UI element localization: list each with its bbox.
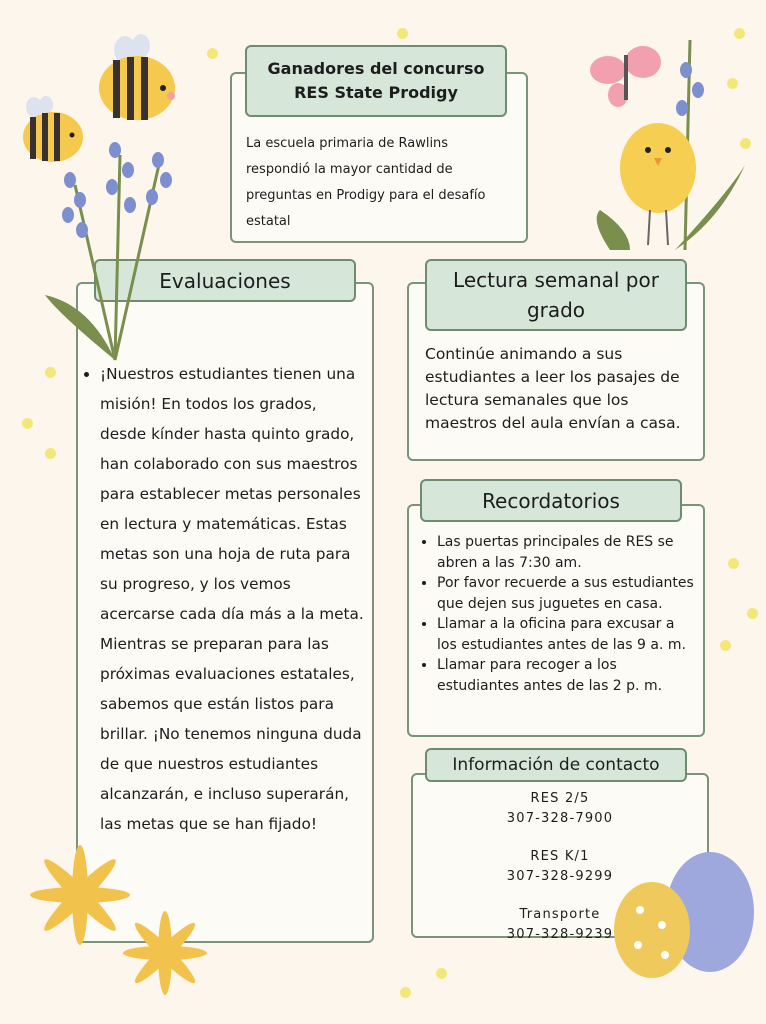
contact-phone[interactable]: 307-328-9239 (506, 927, 614, 942)
prodigy-title-line1: Ganadores del concurso (267, 59, 485, 78)
contact-label: RES K/1 (530, 849, 590, 864)
decor-dot (207, 48, 218, 59)
contacto-title: Información de contacto (452, 755, 660, 775)
daisy-flowers-icon (10, 835, 220, 1005)
lectura-title: Lectura semanal por grado (453, 268, 659, 322)
prodigy-title-line2: RES State Prodigy (294, 83, 458, 102)
recordatorios-header (420, 479, 682, 522)
contact-phone[interactable]: 307-328-7900 (506, 811, 614, 826)
decor-dot (400, 987, 411, 998)
recordatorios-box (407, 504, 705, 737)
decor-dot (734, 28, 745, 39)
decor-dot (436, 968, 447, 979)
contact-label: RES 2/5 (530, 791, 590, 806)
contact-entry (413, 789, 707, 829)
chick-icon (590, 40, 750, 280)
contact-label: Transporte (519, 907, 601, 922)
evaluaciones-title: Evaluaciones (159, 268, 291, 293)
reminder-item: • Llamar a la oficina para excusar a los estudiantes antes de las 9 a. m. (437, 614, 695, 655)
flower-stems-icon (40, 135, 190, 365)
contacto-header (425, 748, 687, 782)
prodigy-body: La escuela primaria de Rawlins respondió la mayor cantidad de preguntas en Prodigy para el desafío estatal (246, 136, 486, 229)
easter-eggs-icon (610, 850, 760, 980)
decor-dot (728, 558, 739, 569)
contact-phone[interactable]: 307-328-9299 (506, 869, 614, 884)
decor-dot (397, 28, 408, 39)
reminder-item: • Por favor recuerde a sus estudiantes que dejen sus juguetes en casa. (437, 573, 695, 614)
lectura-body: Continúe animando a sus estudiantes a leer los pasajes de lectura semanales que los maestros del aula envían a casa. (425, 345, 681, 432)
decor-dot (45, 448, 56, 459)
evaluaciones-bullet: • ¡Nuestros estudiantes tienen una misión! En todos los grados, desde kínder hasta quinto grado, han colaborado con sus maestros para establecer metas personales en lectura y matemáticas. Estas metas son una hoja de ruta para su progreso, y los vemos acercarse cada día más a la meta. Mientras se preparan para las próximas evaluaciones estatales, sabemos que están listos para brillar. ¡No tenemos ninguna duda de que nuestros estudiantes alcanzarán, e incluso superarán, las metas que se han fijado! (100, 359, 366, 839)
recordatorios-title: Recordatorios (482, 488, 620, 513)
decor-dot (45, 367, 56, 378)
decor-dot (747, 608, 758, 619)
decor-dot (22, 418, 33, 429)
reminder-item: • Las puertas principales de RES se abren a las 7:30 am. (437, 532, 695, 573)
reminder-item: • Llamar para recoger a los estudiantes antes de las 2 p. m. (437, 655, 695, 696)
decor-dot (720, 640, 731, 651)
prodigy-header (245, 45, 507, 117)
bee-icon (95, 30, 185, 125)
